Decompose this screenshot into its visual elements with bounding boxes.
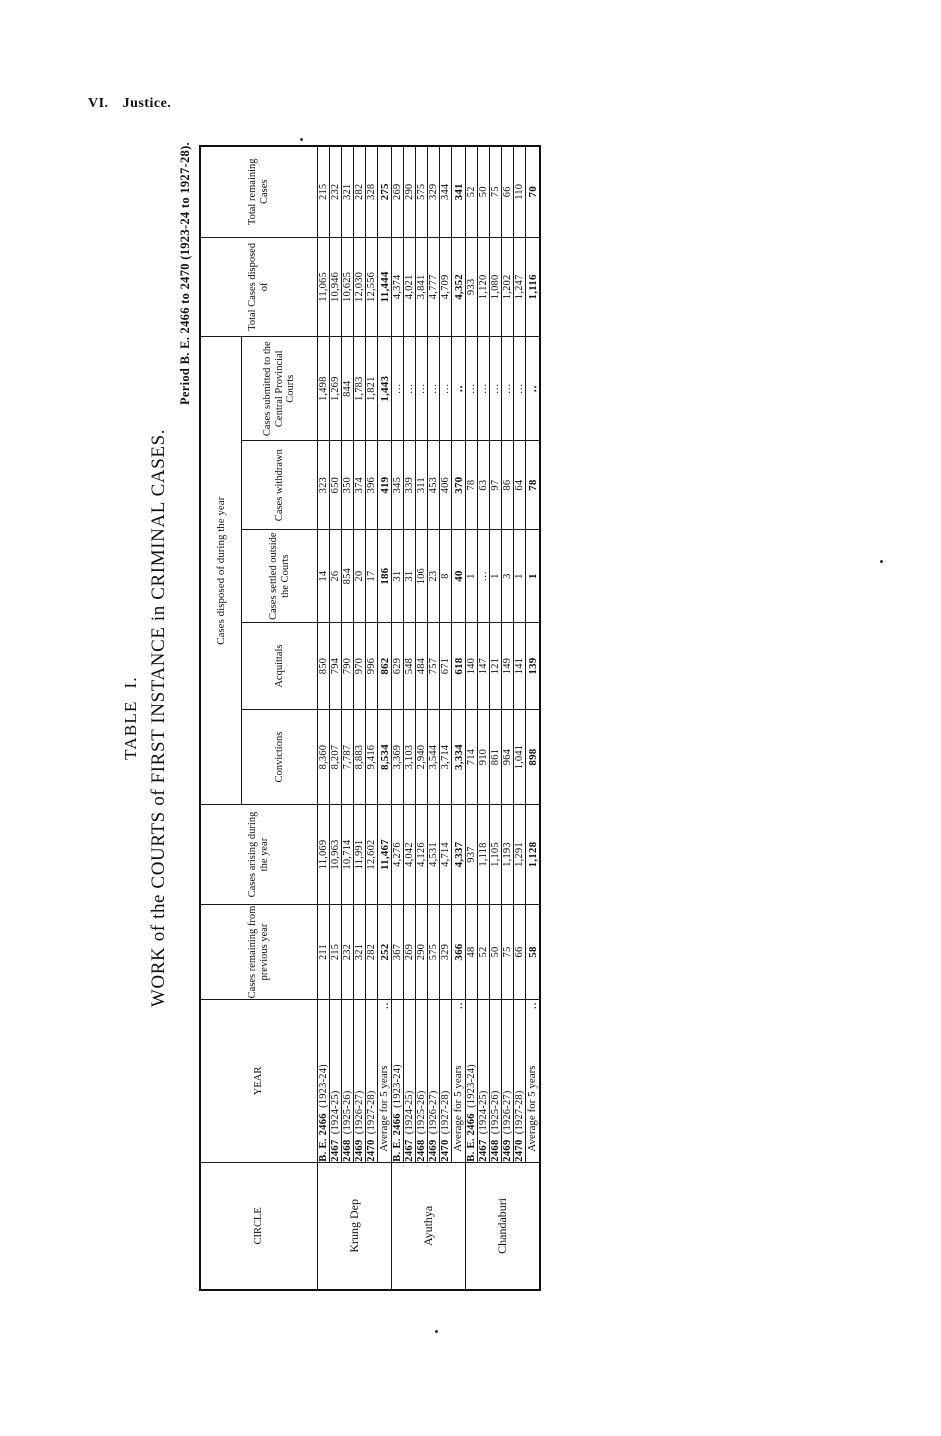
cell-arising: 1,118: [477, 805, 489, 905]
cell-withdrawn: 350: [341, 441, 353, 530]
cell-settled-outside: …: [477, 530, 489, 623]
cell-settled-outside: 26: [329, 530, 341, 623]
cell-year: B. E. 2466 (1923-24): [465, 1000, 477, 1162]
cell-year: 2467 (1924-25): [403, 1000, 415, 1162]
cell-acquittals: 149: [501, 623, 513, 710]
cell-convictions: 2,940: [415, 709, 427, 804]
cell-convictions: 861: [489, 709, 501, 804]
cell-remaining-previous: 50: [489, 904, 501, 999]
cell-remaining-previous: 329: [439, 904, 451, 999]
cell-remaining-previous: 75: [501, 904, 513, 999]
cell-withdrawn: 650: [329, 441, 341, 530]
header-settled-outside: Cases settled outside the Courts: [241, 530, 317, 623]
cell-remaining-previous: 211: [317, 904, 329, 999]
cell-remaining-previous: 321: [353, 904, 365, 999]
cell-convictions: 3,544: [427, 709, 439, 804]
table-number: I.: [120, 676, 140, 689]
cell-total-remaining: 328: [365, 146, 377, 237]
table-title-block: [121, 128, 193, 1308]
cell-year: 2468 (1925-26): [415, 1000, 427, 1162]
cell-remaining-previous: 48: [465, 904, 477, 999]
cell-submitted-central: 1,821: [365, 337, 377, 441]
cell-submitted-central: 1,269: [329, 337, 341, 441]
cell-settled-outside: 31: [403, 530, 415, 623]
cell-submitted-central: 1,783: [353, 337, 365, 441]
header-cases-remaining-previous: Cases remaining from previous year: [200, 904, 318, 999]
cell-total-remaining: 75: [489, 146, 501, 237]
cell-settled-outside: 106: [415, 530, 427, 623]
cell-acquittals-average: 618: [451, 623, 465, 710]
cell-year: 2469 (1926-27): [501, 1000, 513, 1162]
cell-convictions-average: 898: [525, 709, 540, 804]
cell-settled-outside-average: 40: [451, 530, 465, 623]
cell-total-disposed: 12,556: [365, 237, 377, 337]
cell-submitted-central: …: [415, 337, 427, 441]
cell-withdrawn-average: 419: [377, 441, 391, 530]
cell-arising: 4,042: [403, 805, 415, 905]
header-total-disposed: Total Cases disposed of: [200, 237, 318, 337]
cell-remaining-previous: 232: [341, 904, 353, 999]
header-year: YEAR: [200, 1000, 318, 1162]
table-row: [513, 146, 525, 1290]
table-row: [465, 146, 477, 1290]
cell-year: 2467 (1924-25): [329, 1000, 341, 1162]
header-cases-arising: Cases arising during the year: [200, 805, 318, 905]
cell-remaining-previous-average: 58: [525, 904, 540, 999]
cell-convictions: 964: [501, 709, 513, 804]
cell-settled-outside: 1: [489, 530, 501, 623]
cell-withdrawn: 78: [465, 441, 477, 530]
cell-withdrawn: 453: [427, 441, 439, 530]
cell-total-disposed-average: 1,116: [525, 237, 540, 337]
cell-year: 2470 (1927-28): [365, 1000, 377, 1162]
cell-settled-outside: 1: [465, 530, 477, 623]
cell-arising-average: 11,467: [377, 805, 391, 905]
header-convictions: Convictions: [241, 709, 317, 804]
cell-total-remaining: 232: [329, 146, 341, 237]
cell-submitted-central: …: [513, 337, 525, 441]
cell-settled-outside-average: 186: [377, 530, 391, 623]
table-row: [489, 146, 501, 1290]
cell-settled-outside: 854: [341, 530, 353, 623]
cell-year: 2468 (1925-26): [341, 1000, 353, 1162]
header-submitted-central: Cases submitted to the Central Provincial Courts: [241, 337, 317, 441]
table-period: Period B. E. 2466 to 2470 (1923-24 to 1927-28).: [177, 142, 192, 406]
cell-settled-outside: 8: [439, 530, 451, 623]
cell-convictions: 3,714: [439, 709, 451, 804]
cell-submitted-central: …: [427, 337, 439, 441]
cell-convictions: 8,207: [329, 709, 341, 804]
header-group-cases-disposed: Cases disposed of during the year: [200, 337, 242, 805]
cell-arising: 1,105: [489, 805, 501, 905]
cell-acquittals: 147: [477, 623, 489, 710]
header-circle: CIRCLE: [200, 1162, 318, 1290]
cell-total-remaining: 269: [391, 146, 403, 237]
cell-submitted-central: 844: [341, 337, 353, 441]
cell-convictions: 910: [477, 709, 489, 804]
cell-remaining-previous: 269: [403, 904, 415, 999]
cell-settled-outside-average: 1: [525, 530, 540, 623]
cell-settled-outside: 20: [353, 530, 365, 623]
cell-withdrawn: 64: [513, 441, 525, 530]
table-row: [353, 146, 365, 1290]
section-heading-number: VI.: [88, 96, 109, 111]
cell-submitted-central: …: [439, 337, 451, 441]
cell-total-disposed: 1,080: [489, 237, 501, 337]
cell-arising-average: 4,337: [451, 805, 465, 905]
cell-acquittals: 996: [365, 623, 377, 710]
cell-submitted-central: …: [477, 337, 489, 441]
cell-total-disposed: 4,709: [439, 237, 451, 337]
cell-total-disposed-average: 4,352: [451, 237, 465, 337]
cell-total-remaining: 329: [427, 146, 439, 237]
cell-arising: 11,069: [317, 805, 329, 905]
cell-submitted-central: …: [489, 337, 501, 441]
cell-submitted-central-average: 1,443: [377, 337, 391, 441]
cell-withdrawn: 406: [439, 441, 451, 530]
cell-remaining-previous: 66: [513, 904, 525, 999]
cell-submitted-central-average: ‥: [451, 337, 465, 441]
cell-total-remaining: 110: [513, 146, 525, 237]
table-row: [403, 146, 415, 1290]
cell-settled-outside: 17: [365, 530, 377, 623]
cell-settled-outside: 1: [513, 530, 525, 623]
cell-arising: 10,963: [329, 805, 341, 905]
header-acquittals: Acquittals: [241, 623, 317, 710]
cell-total-disposed: 1,202: [501, 237, 513, 337]
table-row: [501, 146, 513, 1290]
cell-settled-outside: 23: [427, 530, 439, 623]
cell-arising: 4,531: [427, 805, 439, 905]
table-row-average: [377, 146, 391, 1290]
cell-total-disposed-average: 11,444: [377, 237, 391, 337]
cell-total-disposed: 3,841: [415, 237, 427, 337]
cell-withdrawn: 374: [353, 441, 365, 530]
cell-arising: 4,126: [415, 805, 427, 905]
section-heading-text: Justice.: [122, 96, 172, 111]
cell-total-disposed: 12,030: [353, 237, 365, 337]
table-header: [200, 146, 318, 1290]
cell-withdrawn: 97: [489, 441, 501, 530]
cell-acquittals: 790: [341, 623, 353, 710]
cell-total-disposed: 1,247: [513, 237, 525, 337]
table-row: [317, 146, 329, 1290]
cell-submitted-central: 1,498: [317, 337, 329, 441]
cell-convictions: 8,883: [353, 709, 365, 804]
criminal-cases-table: [199, 145, 541, 1291]
cell-settled-outside: 31: [391, 530, 403, 623]
cell-remaining-previous: 52: [477, 904, 489, 999]
cell-settled-outside: 14: [317, 530, 329, 623]
cell-acquittals: 141: [513, 623, 525, 710]
cell-acquittals: 484: [415, 623, 427, 710]
table-row: [391, 146, 403, 1290]
cell-total-disposed: 4,777: [427, 237, 439, 337]
cell-acquittals: 629: [391, 623, 403, 710]
cell-remaining-previous: 290: [415, 904, 427, 999]
cell-submitted-central-average: ‥: [525, 337, 540, 441]
cell-arising: 10,714: [341, 805, 353, 905]
cell-arising: 4,276: [391, 805, 403, 905]
cell-withdrawn: 396: [365, 441, 377, 530]
cell-withdrawn: 339: [403, 441, 415, 530]
cell-arising: 1,193: [501, 805, 513, 905]
cell-arising: 12,602: [365, 805, 377, 905]
cell-total-remaining: 66: [501, 146, 513, 237]
cell-acquittals-average: 862: [377, 623, 391, 710]
cell-remaining-previous: 215: [329, 904, 341, 999]
cell-convictions: 7,787: [341, 709, 353, 804]
header-total-remaining: Total remaining Cases: [200, 146, 318, 237]
cell-total-disposed: 10,625: [341, 237, 353, 337]
table-label: TABLE: [120, 700, 140, 760]
cell-total-remaining-average: 341: [451, 146, 465, 237]
cell-withdrawn: 311: [415, 441, 427, 530]
cell-year: 2468 (1925-26): [489, 1000, 501, 1162]
cell-total-disposed: 10,946: [329, 237, 341, 337]
cell-total-disposed: 11,065: [317, 237, 329, 337]
cell-submitted-central: …: [391, 337, 403, 441]
cell-convictions: 8,360: [317, 709, 329, 804]
table-row: [477, 146, 489, 1290]
cell-year: 2469 (1926-27): [353, 1000, 365, 1162]
cell-total-remaining-average: 70: [525, 146, 540, 237]
cell-convictions: 1,041: [513, 709, 525, 804]
cell-arising: 11,991: [353, 805, 365, 905]
cell-withdrawn-average: 370: [451, 441, 465, 530]
cell-withdrawn: 323: [317, 441, 329, 530]
cell-acquittals: 140: [465, 623, 477, 710]
cell-acquittals: 757: [427, 623, 439, 710]
cell-acquittals: 121: [489, 623, 501, 710]
cell-total-disposed: 1,120: [477, 237, 489, 337]
cell-acquittals: 850: [317, 623, 329, 710]
cell-total-disposed: 933: [465, 237, 477, 337]
cell-total-remaining-average: 275: [377, 146, 391, 237]
cell-convictions: 3,369: [391, 709, 403, 804]
cell-settled-outside: 3: [501, 530, 513, 623]
cell-remaining-previous-average: 366: [451, 904, 465, 999]
cell-year: 2467 (1924-25): [477, 1000, 489, 1162]
table-row-average: [451, 146, 465, 1290]
table-row: [341, 146, 353, 1290]
cell-withdrawn: 345: [391, 441, 403, 530]
cell-circle: Chandaburi: [465, 1162, 540, 1290]
cell-remaining-previous: 575: [427, 904, 439, 999]
cell-circle: Ayuthya: [391, 1162, 465, 1290]
table-row: [427, 146, 439, 1290]
cell-submitted-central: …: [465, 337, 477, 441]
cell-year: 2469 (1926-27): [427, 1000, 439, 1162]
cell-arising-average: 1,128: [525, 805, 540, 905]
table-row-average: [525, 146, 540, 1290]
cell-total-remaining: 282: [353, 146, 365, 237]
cell-average-label: Average for 5 years ‥: [377, 1000, 391, 1162]
cell-total-remaining: 50: [477, 146, 489, 237]
cell-total-remaining: 575: [415, 146, 427, 237]
cell-year: B. E. 2466 (1923-24): [317, 1000, 329, 1162]
cell-convictions: 9,416: [365, 709, 377, 804]
cell-acquittals: 970: [353, 623, 365, 710]
cell-submitted-central: …: [403, 337, 415, 441]
cell-acquittals: 794: [329, 623, 341, 710]
cell-convictions-average: 3,334: [451, 709, 465, 804]
cell-acquittals: 548: [403, 623, 415, 710]
cell-year: 2470 (1927-28): [513, 1000, 525, 1162]
cell-year: B. E. 2466 (1923-24): [391, 1000, 403, 1162]
cell-remaining-previous-average: 252: [377, 904, 391, 999]
cell-remaining-previous: 282: [365, 904, 377, 999]
cell-convictions: 714: [465, 709, 477, 804]
cell-total-remaining: 52: [465, 146, 477, 237]
cell-total-disposed: 4,021: [403, 237, 415, 337]
table-row: [365, 146, 377, 1290]
table-row: [329, 146, 341, 1290]
cell-total-remaining: 344: [439, 146, 451, 237]
cell-arising: 1,291: [513, 805, 525, 905]
cell-acquittals-average: 139: [525, 623, 540, 710]
cell-total-remaining: 215: [317, 146, 329, 237]
table-row: [415, 146, 427, 1290]
cell-remaining-previous: 367: [391, 904, 403, 999]
cell-total-remaining: 321: [341, 146, 353, 237]
table-body: [317, 146, 540, 1290]
cell-year: 2470 (1927-28): [439, 1000, 451, 1162]
header-cases-withdrawn: Cases withdrawn: [241, 441, 317, 530]
cell-submitted-central: …: [501, 337, 513, 441]
table-row: [439, 146, 451, 1290]
cell-arising: 4,714: [439, 805, 451, 905]
cell-withdrawn-average: 78: [525, 441, 540, 530]
cell-convictions: 3,103: [403, 709, 415, 804]
table-main-title: WORK of the COURTS of FIRST INSTANCE in CRIMINAL CASES.: [147, 428, 169, 1008]
cell-average-label: Average for 5 years ‥: [525, 1000, 540, 1162]
cell-withdrawn: 86: [501, 441, 513, 530]
cell-circle: Krung Dep: [317, 1162, 391, 1290]
cell-average-label: Average for 5 years ‥: [451, 1000, 465, 1162]
cell-acquittals: 671: [439, 623, 451, 710]
cell-arising: 937: [465, 805, 477, 905]
cell-withdrawn: 63: [477, 441, 489, 530]
cell-convictions-average: 8,534: [377, 709, 391, 804]
cell-total-disposed: 4,374: [391, 237, 403, 337]
cell-total-remaining: 290: [403, 146, 415, 237]
